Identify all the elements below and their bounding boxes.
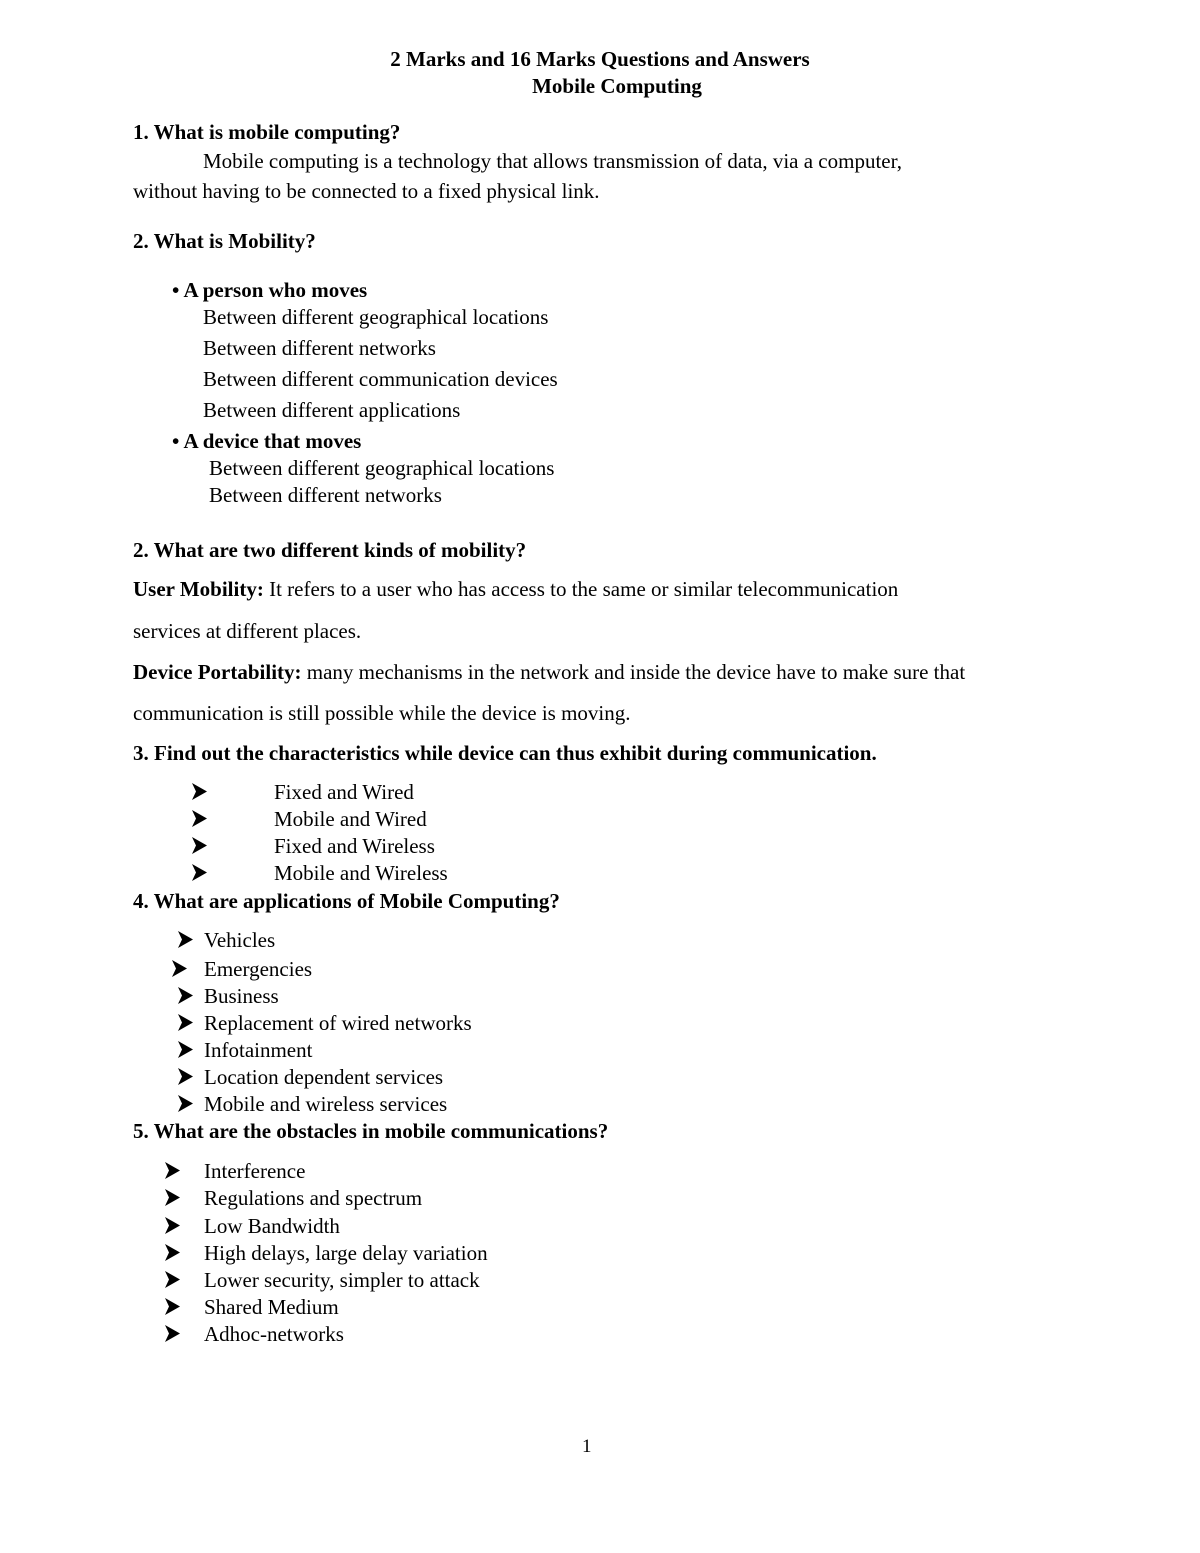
answer-1-line-2: without having to be connected to a fixed physical link.: [133, 179, 600, 203]
question-3: 3. Find out the characteristics while device can thus exhibit during communication.: [133, 741, 877, 765]
list-item: Fixed and Wireless: [274, 834, 435, 858]
list-item: Shared Medium: [204, 1295, 339, 1319]
device-portability-label: Device Portability:: [133, 660, 302, 684]
list-item: Infotainment: [204, 1038, 313, 1062]
list-item: Between different networks: [203, 336, 436, 360]
list-item: Mobile and wireless services: [204, 1092, 448, 1116]
list-item: Interference: [204, 1159, 306, 1183]
arrow-bullet-icon: [165, 1325, 180, 1342]
arrow-bullet-icon: [178, 931, 193, 948]
document-title: 2 Marks and 16 Marks Questions and Answers: [390, 47, 810, 71]
user-mobility-paragraph: [133, 576, 898, 602]
list-item: Location dependent services: [204, 1065, 444, 1089]
arrow-bullet-icon: [178, 1095, 193, 1112]
document-subtitle: Mobile Computing: [532, 74, 702, 98]
arrow-bullet-icon: [165, 1162, 180, 1179]
list-item: Between different applications: [203, 398, 461, 422]
list-item: Mobile and Wireless: [274, 861, 448, 885]
list-item: Fixed and Wired: [274, 780, 414, 804]
list-item: Regulations and spectrum: [204, 1186, 423, 1210]
device-portability-text-line-2: communication is still possible while the device is moving.: [133, 701, 631, 725]
list-item: Business: [204, 984, 279, 1008]
list-item: Between different geographical locations: [209, 456, 555, 480]
list-item: Replacement of wired networks: [204, 1011, 472, 1035]
list-item: Between different geographical locations: [203, 305, 549, 329]
list-item: Lower security, simpler to attack: [204, 1268, 480, 1292]
question-5: 5. What are the obstacles in mobile communications?: [133, 1119, 609, 1143]
arrow-bullet-icon: [192, 810, 207, 827]
device-portability-text: many mechanisms in the network and inside the device have to make sure that: [301, 660, 966, 684]
list-item: Vehicles: [204, 928, 276, 952]
list-item: Mobile and Wired: [274, 807, 427, 831]
list-item: Between different networks: [209, 483, 442, 507]
device-heading: A device that moves: [183, 429, 362, 453]
list-item: Adhoc-networks: [204, 1322, 344, 1346]
person-heading: A person who moves: [183, 278, 368, 302]
arrow-bullet-icon: [165, 1298, 180, 1315]
question-4: 4. What are applications of Mobile Computing?: [133, 889, 560, 913]
page-number: 1: [582, 1436, 592, 1457]
user-mobility-text-line-2: services at different places.: [133, 619, 362, 643]
device-portability-paragraph: [133, 659, 965, 685]
arrow-bullet-icon: [192, 864, 207, 881]
arrow-bullet-icon: [172, 960, 187, 977]
arrow-bullet-icon: [178, 1014, 193, 1031]
user-mobility-label: User Mobility:: [133, 577, 264, 601]
arrow-bullet-icon: [178, 1068, 193, 1085]
arrow-bullet-icon: [178, 1041, 193, 1058]
bullet-icon: •: [172, 278, 180, 302]
bullet-person-heading: [172, 277, 367, 303]
list-item: Low Bandwidth: [204, 1214, 340, 1238]
arrow-bullet-icon: [165, 1217, 180, 1234]
answer-1-line-1: Mobile computing is a technology that allows transmission of data, via a computer,: [203, 149, 903, 173]
arrow-bullet-icon: [165, 1244, 180, 1261]
arrow-bullet-icon: [165, 1189, 180, 1206]
arrow-bullet-icon: [165, 1271, 180, 1288]
user-mobility-text: It refers to a user who has access to the same or similar telecommunication: [263, 577, 899, 601]
list-item: Emergencies: [204, 957, 313, 981]
arrow-bullet-icon: [192, 783, 207, 800]
arrow-bullet-icon: [192, 837, 207, 854]
question-2b: 2. What are two different kinds of mobility?: [133, 538, 527, 562]
list-item: High delays, large delay variation: [204, 1241, 488, 1265]
list-item: Between different communication devices: [203, 367, 558, 391]
question-1: 1. What is mobile computing?: [133, 120, 401, 144]
arrow-bullet-icon: [178, 987, 193, 1004]
question-2: 2. What is Mobility?: [133, 229, 316, 253]
bullet-device-heading: [172, 428, 361, 454]
bullet-icon: •: [172, 429, 180, 453]
